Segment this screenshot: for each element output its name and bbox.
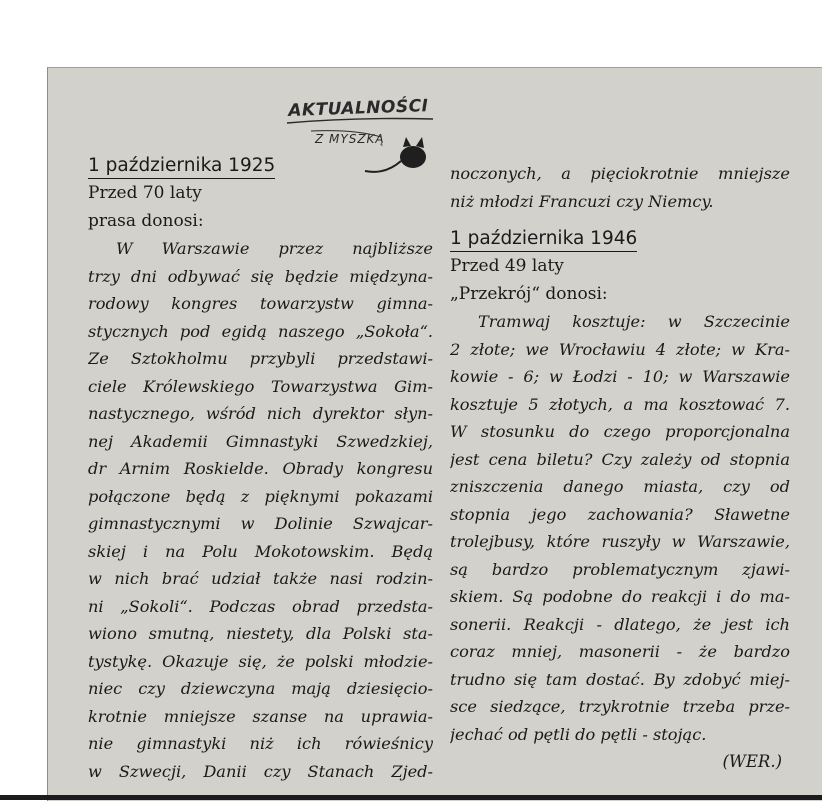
article-line: niec czy dziewczyna mają dziesięcio- <box>88 679 433 698</box>
article-signature: (WER.) <box>722 752 782 771</box>
article-line: 2 złote; we Wrocławiu 4 złote; w Kra- <box>450 339 790 359</box>
article-date: 1 października 1925 <box>88 154 275 179</box>
article-line: w nich brać udział także nasi rodzin- <box>88 569 433 588</box>
article-source: prasa donosi: <box>88 211 204 231</box>
article-line: trudno się tam dostać. By zdobyć miej- <box>450 669 790 689</box>
article-line: krotnie mniejsze szanse na uprawia- <box>88 706 433 726</box>
article-line: jest cena biletu? Czy zależy od stopnia <box>450 449 790 469</box>
article-line: stopnia jego zachowania? Sławetne <box>450 504 790 524</box>
article-line: są bardzo problematycznym zjawi- <box>450 559 790 579</box>
article-source: „Przekrój“ donosi: <box>450 284 608 304</box>
article-line: trzy dni odbywać się będzie międzyna- <box>88 266 433 286</box>
article-line: skiej i na Polu Mokotowskim. Będą <box>88 541 433 561</box>
article-1946 <box>450 227 790 776</box>
article-line: połączone będą z pięknymi pokazami <box>88 486 433 506</box>
article-line: noczonych, a pięciokrotnie mniejsze <box>450 164 790 183</box>
article-line: tystykę. Okazuje się, że polski młodzie- <box>88 651 433 671</box>
article-line: kowie - 6; w Łodzi - 10; w Warszawie <box>450 367 790 386</box>
right-column <box>450 160 790 776</box>
article-line: sonerii. Reakcji - dlatego, że jest ich <box>450 614 790 634</box>
article-line: trolejbusy, które ruszyły w Warszawie, <box>450 532 790 551</box>
logo-title: AKTUALNOŚCI <box>288 96 429 121</box>
article-line: stycznych pod egidą naszego „Sokoła“. <box>88 321 433 341</box>
article-line: rodowy kongres towarzystw gimna- <box>88 294 433 313</box>
article-line: gimnastycznymi w Dolinie Szwajcar- <box>88 514 433 533</box>
article-line: zniszczenia danego miasta, czy od <box>450 477 790 496</box>
article-line: nastycznego, wśród nich dyrektor słyn- <box>88 404 433 423</box>
article-ago: Przed 49 laty <box>450 256 564 276</box>
article-line: nie gimnastyki niż ich rówieśnicy <box>88 734 433 753</box>
article-line: niż młodzi Francuzi czy Niemcy. <box>450 191 714 211</box>
article-line: W stosunku do czego proporcjonalna <box>450 422 790 441</box>
article-line: nej Akademii Gimnastyki Szwedzkiej, <box>88 431 433 451</box>
article-line: kosztuje 5 złotych, a ma kosztować 7. <box>450 394 790 414</box>
article-ago: Przed 70 laty <box>88 183 202 203</box>
logo-subtitle: Z MYSZKĄ <box>315 132 385 146</box>
article-line: ciele Królewskiego Towarzystwa Gim- <box>88 376 433 396</box>
article-line: wiono smutną, niestety, dla Polski sta- <box>88 624 433 643</box>
bottom-border <box>0 795 822 800</box>
article-1925 <box>88 154 433 785</box>
article-line: W Warszawie przez najbliższe <box>116 239 433 258</box>
article-line: dr Arnim Roskielde. Obrady kongresu <box>88 459 433 478</box>
article-line: coraz mniej, masonerii - że bardzo <box>450 642 790 661</box>
article-line: jechać od pętli do pętli - stojąc. <box>450 724 707 744</box>
article-line: Ze Sztokholmu przybyli przedstawi- <box>88 349 433 368</box>
article-line: skiem. Są podobne do reakcji i do ma- <box>450 587 790 606</box>
article-date: 1 października 1946 <box>450 227 637 252</box>
article-line: ni „Sokoli“. Podczas obrad przedsta- <box>88 596 433 616</box>
article-line: Tramwaj kosztuje: w Szczecinie <box>478 312 790 331</box>
article-line: w Szwecji, Danii czy Stanach Zjed- <box>88 761 433 781</box>
article-line: sce siedzące, trzykrotnie trzeba prze- <box>450 697 790 716</box>
